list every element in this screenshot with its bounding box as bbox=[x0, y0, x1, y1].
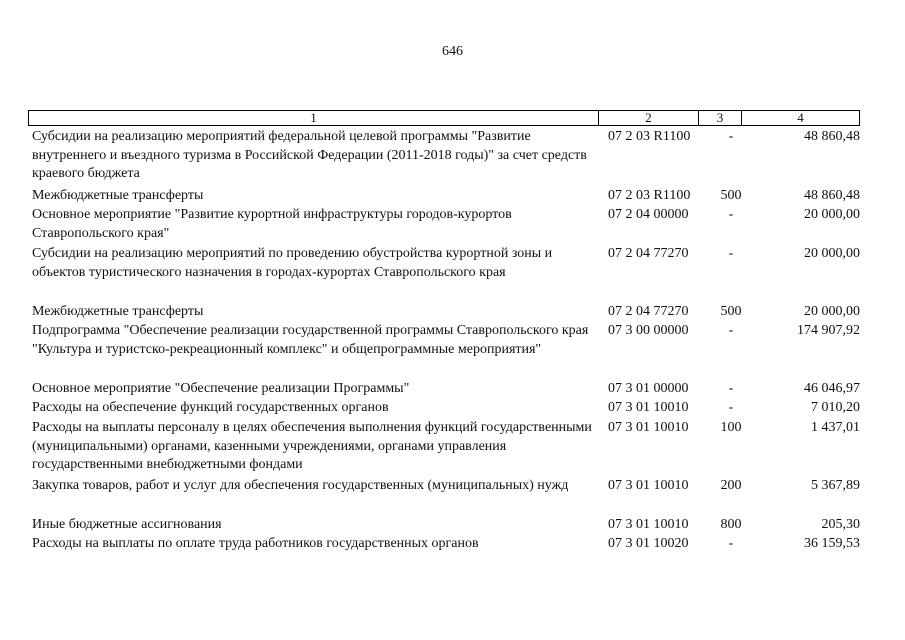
row-name: Подпрограмма "Обеспечение реализации государственной программы Ставропольского края "Культура и туристско-рекреационный комплекс" и общепрограммные мероприятия" bbox=[32, 323, 589, 357]
row-type: - bbox=[728, 246, 734, 261]
row-name: Расходы на обеспечение функций государственных органов bbox=[32, 400, 389, 415]
row-code: 07 3 01 10010 bbox=[608, 478, 689, 493]
row-sum: 5 367,89 bbox=[811, 478, 860, 493]
row-code: 07 2 03 R1100 bbox=[608, 129, 691, 144]
table-header bbox=[28, 110, 860, 126]
row-sum: 7 010,20 bbox=[811, 400, 860, 415]
row-code: 07 3 01 10020 bbox=[608, 536, 689, 551]
row-sum: 1 437,01 bbox=[811, 420, 860, 435]
row-name: Межбюджетные трансферты bbox=[32, 304, 204, 319]
page-number: 646 bbox=[442, 44, 463, 59]
row-code: 07 3 01 10010 bbox=[608, 517, 689, 532]
row-name: Расходы на выплаты персоналу в целях обеспечения выполнения функций государственными (муниципальными) органами, казенными учреждениями, органами управления государственными внебюджетными фондами bbox=[32, 420, 592, 472]
row-code: 07 2 04 77270 bbox=[608, 304, 689, 319]
row-type: 200 bbox=[720, 478, 742, 493]
row-sum: 20 000,00 bbox=[804, 304, 860, 319]
row-sum: 205,30 bbox=[821, 517, 860, 532]
row-type: - bbox=[728, 323, 734, 338]
row-name: Межбюджетные трансферты bbox=[32, 188, 204, 203]
row-type: - bbox=[728, 207, 734, 222]
row-type: - bbox=[728, 536, 734, 551]
row-code: 07 3 01 10010 bbox=[608, 420, 689, 435]
row-name: Субсидии на реализацию мероприятий по проведению обустройства курортной зоны и объектов туристического назначения в городах-курортах Ставропольского края bbox=[32, 246, 553, 280]
row-code: 07 2 04 00000 bbox=[608, 207, 689, 222]
row-code: 07 2 03 R1100 bbox=[608, 188, 691, 203]
row-sum: 20 000,00 bbox=[804, 207, 860, 222]
row-sum: 46 046,97 bbox=[804, 381, 860, 396]
header-col-4: 4 bbox=[797, 110, 804, 125]
header-col-3: 3 bbox=[699, 111, 742, 125]
row-type: - bbox=[728, 381, 734, 396]
row-code: 07 3 00 00000 bbox=[608, 323, 689, 338]
row-name: Иные бюджетные ассигнования bbox=[32, 517, 222, 532]
row-sum: 36 159,53 bbox=[804, 536, 860, 551]
row-type: 100 bbox=[720, 420, 742, 435]
row-type: 800 bbox=[720, 517, 742, 532]
row-name: Субсидии на реализацию мероприятий федеральной целевой программы "Развитие внутреннего и въездного туризма в Российской Федерации (2011-2018 годы)" за счет средств краевого бюджета bbox=[32, 129, 587, 181]
row-sum: 174 907,92 bbox=[797, 323, 860, 338]
row-name: Закупка товаров, работ и услуг для обеспечения государственных (муниципальных) нужд bbox=[32, 478, 569, 493]
header-col-2: 2 bbox=[599, 111, 699, 125]
header-col-1: 1 bbox=[29, 111, 599, 125]
row-type: 500 bbox=[720, 188, 742, 203]
row-type: - bbox=[728, 400, 734, 415]
row-type: - bbox=[728, 129, 734, 144]
row-code: 07 3 01 10010 bbox=[608, 400, 689, 415]
row-code: 07 2 04 77270 bbox=[608, 246, 689, 261]
row-sum: 48 860,48 bbox=[804, 188, 860, 203]
row-sum: 48 860,48 bbox=[804, 129, 860, 144]
row-sum: 20 000,00 bbox=[804, 246, 860, 261]
row-name: Основное мероприятие "Развитие курортной инфраструктуры городов-курортов Ставропольского края" bbox=[32, 207, 512, 241]
row-name: Расходы на выплаты по оплате труда работников государственных органов bbox=[32, 536, 479, 551]
row-type: 500 bbox=[720, 304, 742, 319]
row-name: Основное мероприятие "Обеспечение реализации Программы" bbox=[32, 381, 410, 396]
row-code: 07 3 01 00000 bbox=[608, 381, 689, 396]
